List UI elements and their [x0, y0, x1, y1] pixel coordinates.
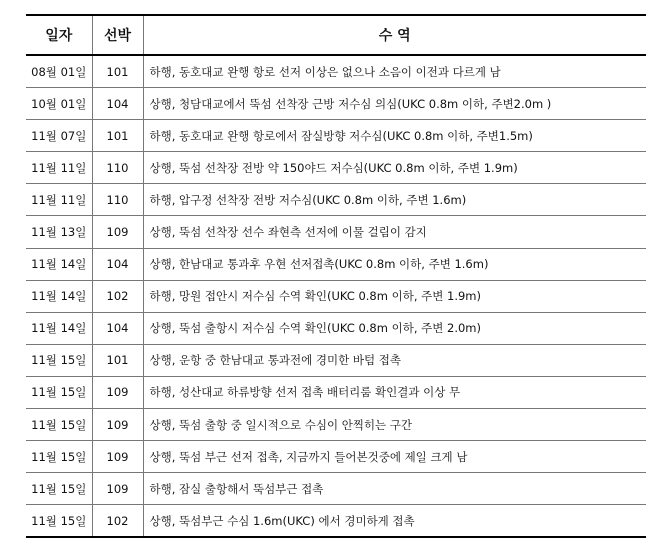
- row-date: 11월 15일: [26, 473, 92, 505]
- header-row: [26, 15, 646, 55]
- row-date: 11월 14일: [26, 248, 92, 280]
- row-vessel: 109: [92, 441, 143, 473]
- row-vessel: 101: [92, 344, 143, 376]
- row-description: 상행, 뚝섬 선착장 전방 약 150야드 저수심(UKC 0.8m 이하, 주변 1.9m): [143, 152, 646, 184]
- row-vessel: 110: [92, 184, 143, 216]
- table-row: [26, 55, 646, 88]
- row-vessel: 102: [92, 280, 143, 312]
- row-description: 상행, 뚝섬 출항 중 일시적으로 수심이 안찍히는 구간: [143, 409, 646, 441]
- row-description: 하행, 압구정 선착장 전방 저수심(UKC 0.8m 이하, 주변 1.6m): [143, 184, 646, 216]
- table-row: [26, 88, 646, 120]
- row-description: 하행, 동호대교 완행 항로에서 잠실방향 저수심(UKC 0.8m 이하, 주변1.5m): [143, 120, 646, 152]
- row-date: 11월 14일: [26, 312, 92, 344]
- row-vessel: 109: [92, 216, 143, 248]
- row-date: 11월 13일: [26, 216, 92, 248]
- row-vessel: 104: [92, 312, 143, 344]
- table-row: [26, 344, 646, 376]
- table-row: [26, 409, 646, 441]
- row-description: 상행, 운항 중 한남대교 통과전에 경미한 바텀 접촉: [143, 344, 646, 376]
- table-row: [26, 441, 646, 473]
- row-date: 11월 14일: [26, 280, 92, 312]
- incident-table: [26, 14, 646, 538]
- table-row: [26, 248, 646, 280]
- row-date: 11월 15일: [26, 441, 92, 473]
- row-date: 11월 15일: [26, 376, 92, 408]
- table-row: [26, 376, 646, 408]
- row-description: 상행, 뚝섬 선착장 선수 좌현측 선저에 이물 걸림이 감지: [143, 216, 646, 248]
- header-date: 일자: [26, 15, 92, 55]
- table-row: [26, 312, 646, 344]
- row-description: 상행, 뚝섬 출항시 저수심 수역 확인(UKC 0.8m 이하, 주변 2.0m): [143, 312, 646, 344]
- row-date: 11월 11일: [26, 184, 92, 216]
- row-date: 11월 15일: [26, 409, 92, 441]
- row-description: 상행, 한남대교 통과후 우현 선저접촉(UKC 0.8m 이하, 주변 1.6m): [143, 248, 646, 280]
- row-vessel: 110: [92, 152, 143, 184]
- table-row: [26, 505, 646, 538]
- table-row: [26, 216, 646, 248]
- row-vessel: 104: [92, 88, 143, 120]
- row-vessel: 101: [92, 55, 143, 88]
- table-row: [26, 184, 646, 216]
- row-vessel: 102: [92, 505, 143, 538]
- row-vessel: 104: [92, 248, 143, 280]
- row-description: 상행, 뚝섬부근 수심 1.6m(UKC) 에서 경미하게 접촉: [143, 505, 646, 538]
- row-description: 상행, 청담대교에서 뚝섬 선착장 근방 저수심 의심(UKC 0.8m 이하, 주변2.0m ): [143, 88, 646, 120]
- row-description: 하행, 성산대교 하류방향 선저 접촉 배터리룸 확인결과 이상 무: [143, 376, 646, 408]
- row-date: 11월 11일: [26, 152, 92, 184]
- row-date: 11월 07일: [26, 120, 92, 152]
- row-description: 하행, 동호대교 완행 항로 선저 이상은 없으나 소음이 이전과 다르게 남: [143, 55, 646, 88]
- row-date: 11월 15일: [26, 344, 92, 376]
- row-description: 하행, 잠실 출항해서 뚝섬부근 접촉: [143, 473, 646, 505]
- table-row: [26, 473, 646, 505]
- table-row: [26, 280, 646, 312]
- row-date: 08월 01일: [26, 55, 92, 88]
- header-vessel: 선박: [92, 15, 143, 55]
- row-date: 10월 01일: [26, 88, 92, 120]
- table-row: [26, 120, 646, 152]
- row-date: 11월 15일: [26, 505, 92, 538]
- row-vessel: 109: [92, 409, 143, 441]
- row-vessel: 109: [92, 376, 143, 408]
- row-vessel: 109: [92, 473, 143, 505]
- row-vessel: 101: [92, 120, 143, 152]
- row-description: 상행, 뚝섬 부근 선저 접촉, 지금까지 들어본것중에 제일 크게 남: [143, 441, 646, 473]
- row-description: 하행, 망원 접안시 저수심 수역 확인(UKC 0.8m 이하, 주변 1.9m): [143, 280, 646, 312]
- header-area: 수 역: [143, 15, 646, 55]
- table-row: [26, 152, 646, 184]
